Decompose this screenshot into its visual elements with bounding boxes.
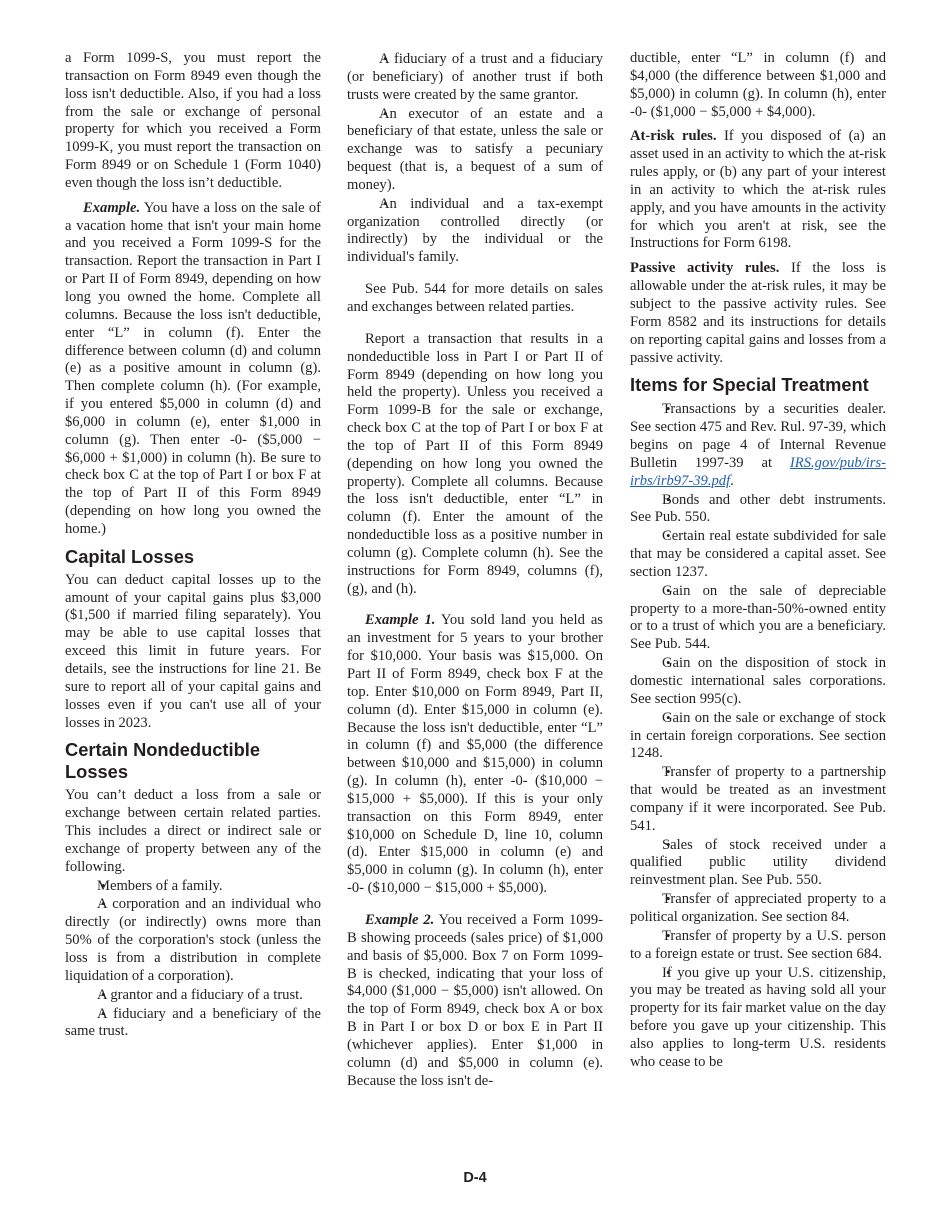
paragraph-text: If the loss is allowable under the at-risk rules, it may be subject to the passive activity rules. See Form 8582 and its instructions for details on reporting capital gains and losses from a passive activity. [630, 260, 886, 366]
paragraph-text: Members of a family. [97, 877, 223, 894]
paragraph-text: Transfer of property by a U.S. person to a foreign estate or trust. See section 684. [630, 927, 886, 962]
paragraph-text: Gain on the disposition of stock in domestic international sales corporations. See section 995(c). [630, 655, 886, 707]
paragraph [347, 331, 603, 599]
paragraph-lead: Example. [83, 199, 141, 216]
paragraph-lead: Passive activity rules. [630, 260, 780, 277]
bullet-item [630, 836, 886, 891]
paragraph-text: Certain real estate subdivided for sale that may be considered a capital asset. See section 1237. [630, 528, 886, 580]
paragraph-text: A grantor and a fiduciary of a trust. [97, 986, 303, 1003]
paragraph-text: If you give up your U.S. citizenship, you may be treated as having sold all your property for its fair market value on the day before you gave up your citizenship. This also applies to long-term U.S. residents who cease to be [630, 964, 886, 1070]
paragraph-lead: Example 2. [365, 911, 435, 928]
paragraph-text: If you disposed of (a) an asset used in an activity to which the at-risk rules apply, or (b) any part of your interest in an activity to which the at-risk rules apply, and you have amounts in the activity for which you aren't at risk, see the Instructions for Form 6198. [630, 128, 886, 252]
bullet-item [630, 763, 886, 835]
paragraph [65, 50, 321, 193]
paragraph [65, 787, 321, 876]
paragraph [630, 260, 886, 367]
paragraph-text: You sold land you held as an investment for 5 years to your brother for $10,000. Your basis was $15,000. On Part II of Form 8949, check box F at the top. Enter $10,000 on Form 8949, Part II, column (d). Enter $15,000 in column (e). Because the loss isn't deductible, enter “L” in column (f) and $5,000 (the difference between $10,000 and $15,000) in column (g). In column (h), enter -0- ($10,000 − $15,000 + $5,000). If this is your only transaction on this Form 8949, enter $10,000 on Schedule D, line 10, column (d). Enter $15,000 in column (e) and $5,000 in column (g). In column (h), enter -0- ($10,000 − $15,000 + $5,000). [347, 612, 603, 897]
paragraph [347, 912, 603, 1090]
bullet-item [630, 527, 886, 582]
paragraph-text: Bonds and other debt instruments. See Pub. 550. [630, 491, 886, 526]
bullet-item [630, 927, 886, 964]
page-number: D-4 [463, 1170, 487, 1186]
paragraph-text: Sales of stock received under a qualified public utility dividend reinvestment plan. See Pub. 550. [630, 836, 886, 889]
paragraph-text: . [730, 472, 734, 489]
paragraph-text: A fiduciary and a beneficiary of the same trust. [65, 1005, 321, 1040]
bullet-item [630, 964, 886, 1072]
bullet-item [65, 986, 321, 1005]
bullet-item [630, 400, 886, 490]
section-heading: Items for Special Treatment [630, 374, 869, 396]
paragraph-text: a Form 1099-S, you must report the transaction on Form 8949 even though the loss isn't deductible. Also, if you had a loss from the sale or exchange of personal property for which you received a Form 1099-K, you must report the transaction on Form 8949 or on Schedule 1 (Form 1040) even though the loss isn’t deductible. [65, 50, 321, 191]
paragraph [630, 128, 886, 253]
paragraph-text: You can’t deduct a loss from a sale or exchange between certain related parties. This includes a direct or indirect sale or exchange of property between any of the following. [65, 787, 321, 875]
paragraph-text: Transactions by a securities dealer. See section 475 and Rev. Rul. 97-39, which begins on page 4 of Internal Revenue Bulletin 1997-39 at [630, 401, 886, 471]
paragraph-text: You have a loss on the sale of a vacation home that isn't your main home and you received a Form 1099-S for the transaction. Report the transaction in Part I or Part II of Form 8949, depending on how long you owned the home. Complete all columns. Because the loss isn't deductible, enter “L” in column (f). Enter the difference between column (d) and column (e) as a positive amount in column (g). Then complete column (h). (For example, if you entered $5,000 in column (d) and $6,000 in column (e), enter $1,000 in column (g). Then enter -0- ($5,000 − $6,000 + $1,000) in column (h). Be sure to check box C at the top of Part I or box F at the top of Part II of this Form 8949 (depending on how long you owned the home.) [65, 199, 321, 537]
paragraph-text: Gain on the sale or exchange of stock in certain foreign corporations. See section 1248. [630, 709, 886, 762]
paragraph-text: An individual and a tax-exempt organization controlled directly (or indirectly) by the individual or the individual's family. [347, 195, 603, 266]
paragraph [630, 50, 886, 121]
bullet-item [630, 582, 886, 654]
paragraph-lead: Example 1. [365, 612, 436, 629]
paragraph [347, 612, 603, 898]
paragraph-lead: At-risk rules. [630, 128, 717, 145]
column-right [630, 50, 886, 1072]
paragraph-text: See Pub. 544 for more details on sales and exchanges between related parties. [347, 281, 603, 315]
paragraph-text: You can deduct capital losses up to the amount of your capital gains plus $3,000 ($1,500 if married filing separately). You may be able to use capital losses that exceed this limit in future years. For details, see the instructions for line 21. Be sure to report all of your capital gains and losses even if you can't use all of your losses in 2023. [65, 571, 321, 731]
paragraph-text: Gain on the sale of depreciable property to a more-than-50%-owned entity or to a trust of which you are a beneficiary. See Pub. 544. [630, 582, 886, 653]
bullet-item [630, 709, 886, 764]
paragraph-text: Report a transaction that results in a nondeductible loss in Part I or Part II of Form 8949 (depending on how long you held the property). Unless you received a Form 1099-B for the sale or exchange, check box C at the top of Part I or box F at the top of Part II of this Form 8949 (depending on how long you owned the property). Complete all columns. Because the loss isn't deductible, enter “L” in column (f). Enter the amount of the nondeductible loss as a positive number in column (g). Complete column (h). See the instructions for Form 8949, columns (f), (g), and (h). [347, 330, 603, 597]
bullet-item [630, 491, 886, 528]
bullet-item [65, 895, 321, 985]
irs-link[interactable]: IRS.gov/pub/irs-irbs/irb97-39.pdf [630, 454, 886, 489]
bullet-item [65, 1005, 321, 1042]
paragraph-text: A fiduciary of a trust and a fiduciary (or beneficiary) of another trust if both trusts were created by the same grantor. [347, 51, 603, 103]
bullet-item [65, 877, 321, 896]
paragraph-text: You received a Form 1099-B showing proceeds (sales price) of $1,000 and basis of $5,000. Box 7 on Form 1099-B is checked, indicating that your loss of $4,000 ($1,000 − $5,000) isn't allowed. On the top of Form 8949, check box A or box B in Part I or box D or box E in Part II (whichever applies). Enter $1,000 in column (d) and $5,000 in column (e). Because the loss isn't de- [347, 911, 603, 1089]
paragraph-text: ductible, enter “L” in column (f) and $4,000 (the difference between $1,000 and $5,000) in column (g). In column (h), enter -0- ($1,000 − $5,000 + $4,000). [630, 50, 886, 120]
bullet-item [630, 654, 886, 709]
paragraph-text: An executor of an estate and a beneficiary of that estate, unless the sale or exchange was to satisfy a pecuniary bequest (that is, a bequest of a sum of money). [347, 105, 603, 193]
column-left [65, 50, 321, 1041]
paragraph [65, 200, 321, 539]
section-heading: Certain Nondeductible Losses [65, 739, 261, 783]
paragraph-text: A corporation and an individual who directly (or indirectly) owns more than 50% of the corporation's stock (unless the loss is from a distribution in complete liquidation of a corporation). [65, 896, 321, 984]
paragraph-text: Transfer of property to a partnership that would be treated as an investment company if it were incorporated. See Pub. 541. [630, 764, 886, 834]
bullet-item [347, 195, 603, 267]
bullet-item [347, 105, 603, 195]
paragraph [347, 281, 603, 317]
column-middle [347, 50, 603, 1097]
paragraph-text: Transfer of appreciated property to a political organization. See section 84. [630, 891, 886, 925]
section-heading: Capital Losses [65, 545, 195, 567]
bullet-item [347, 50, 603, 105]
paragraph [65, 572, 321, 733]
bullet-item [630, 890, 886, 927]
